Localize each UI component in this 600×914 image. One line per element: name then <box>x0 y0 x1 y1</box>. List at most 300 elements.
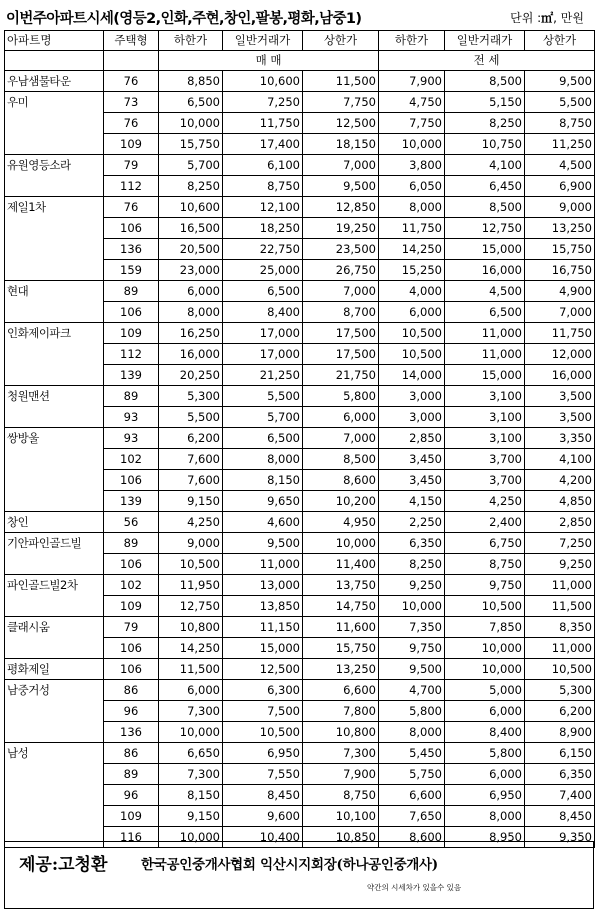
jeonse-mid-cell: 3,100 <box>445 386 525 407</box>
unit-type-cell: 96 <box>104 785 159 806</box>
jeonse-low-cell: 3,450 <box>379 449 445 470</box>
table-row <box>5 323 595 344</box>
header-bar <box>4 4 594 28</box>
sale-mid-cell: 9,500 <box>223 533 303 554</box>
jeonse-high-cell: 15,750 <box>525 239 595 260</box>
table-row <box>5 218 595 239</box>
jeonse-low-cell: 11,750 <box>379 218 445 239</box>
sale-high-cell: 23,500 <box>303 239 379 260</box>
sale-low-cell: 4,250 <box>159 512 223 533</box>
jeonse-high-cell: 8,750 <box>525 113 595 134</box>
unit-type-cell: 102 <box>104 449 159 470</box>
apartment-name-cell <box>5 407 104 428</box>
jeonse-low-cell: 10,500 <box>379 323 445 344</box>
sale-mid-cell: 18,250 <box>223 218 303 239</box>
unit-type-cell: 112 <box>104 176 159 197</box>
jeonse-mid-cell: 11,000 <box>445 323 525 344</box>
jeonse-low-cell: 6,600 <box>379 785 445 806</box>
jeonse-mid-cell: 8,500 <box>445 71 525 92</box>
table-row <box>5 554 595 575</box>
sale-mid-cell: 21,250 <box>223 365 303 386</box>
jeonse-high-cell: 6,900 <box>525 176 595 197</box>
table-row <box>5 428 595 449</box>
jeonse-high-cell: 11,000 <box>525 575 595 596</box>
sale-low-cell: 10,500 <box>159 554 223 575</box>
jeonse-mid-cell: 6,000 <box>445 701 525 722</box>
table-row <box>5 197 595 218</box>
header-type: 주택형 <box>104 31 159 51</box>
jeonse-high-cell: 7,000 <box>525 302 595 323</box>
jeonse-mid-cell: 10,500 <box>445 596 525 617</box>
unit-type-cell: 106 <box>104 470 159 491</box>
apartment-name-cell <box>5 701 104 722</box>
sale-high-cell: 17,500 <box>303 323 379 344</box>
sale-low-cell: 20,250 <box>159 365 223 386</box>
unit-type-cell: 116 <box>104 827 159 848</box>
jeonse-high-cell: 3,500 <box>525 407 595 428</box>
sale-high-cell: 6,600 <box>303 680 379 701</box>
sale-high-cell: 7,900 <box>303 764 379 785</box>
jeonse-low-cell: 3,000 <box>379 386 445 407</box>
apartment-name-cell <box>5 806 104 827</box>
apartment-name-cell <box>5 302 104 323</box>
sale-high-cell: 13,750 <box>303 575 379 596</box>
jeonse-low-cell: 3,450 <box>379 470 445 491</box>
sale-mid-cell: 11,150 <box>223 617 303 638</box>
jeonse-low-cell: 6,000 <box>379 302 445 323</box>
table-row <box>5 722 595 743</box>
jeonse-mid-cell: 10,000 <box>445 638 525 659</box>
sale-low-cell: 6,000 <box>159 680 223 701</box>
apartment-name-cell <box>5 554 104 575</box>
unit-type-cell: 93 <box>104 428 159 449</box>
footer <box>4 841 594 909</box>
unit-label <box>510 9 584 26</box>
jeonse-high-cell: 9,250 <box>525 554 595 575</box>
jeonse-low-cell: 5,450 <box>379 743 445 764</box>
sale-low-cell: 20,500 <box>159 239 223 260</box>
jeonse-high-cell: 13,250 <box>525 218 595 239</box>
jeonse-mid-cell: 15,000 <box>445 239 525 260</box>
apartment-name-cell: 파인골드빌2차 <box>5 575 104 596</box>
header-row <box>5 31 595 51</box>
unit-type-cell: 96 <box>104 701 159 722</box>
sale-low-cell: 7,300 <box>159 701 223 722</box>
jeonse-high-cell: 11,750 <box>525 323 595 344</box>
sale-high-cell: 6,000 <box>303 407 379 428</box>
table-row <box>5 281 595 302</box>
jeonse-high-cell: 16,750 <box>525 260 595 281</box>
sale-high-cell: 7,000 <box>303 428 379 449</box>
sale-high-cell: 7,000 <box>303 281 379 302</box>
unit-area: ㎡ <box>541 11 554 25</box>
jeonse-mid-cell: 2,400 <box>445 512 525 533</box>
jeonse-low-cell: 7,750 <box>379 113 445 134</box>
table-row <box>5 575 595 596</box>
jeonse-high-cell: 9,350 <box>525 827 595 848</box>
sale-high-cell: 19,250 <box>303 218 379 239</box>
sale-mid-cell: 15,000 <box>223 638 303 659</box>
sale-low-cell: 6,650 <box>159 743 223 764</box>
unit-type-cell: 93 <box>104 407 159 428</box>
sale-mid-cell: 11,750 <box>223 113 303 134</box>
jeonse-mid-cell: 8,750 <box>445 554 525 575</box>
group-jeonse-label: 전 세 <box>379 51 595 71</box>
unit-type-cell: 112 <box>104 344 159 365</box>
apartment-name-cell: 우미 <box>5 92 104 113</box>
sale-high-cell: 8,600 <box>303 470 379 491</box>
sale-mid-cell: 17,000 <box>223 344 303 365</box>
jeonse-high-cell: 9,500 <box>525 71 595 92</box>
jeonse-low-cell: 10,000 <box>379 596 445 617</box>
apartment-name-cell <box>5 113 104 134</box>
table-row <box>5 512 595 533</box>
sale-high-cell: 10,800 <box>303 722 379 743</box>
sale-low-cell: 10,000 <box>159 722 223 743</box>
unit-type-cell: 109 <box>104 806 159 827</box>
sale-mid-cell: 8,750 <box>223 176 303 197</box>
table-row <box>5 344 595 365</box>
unit-type-cell: 79 <box>104 155 159 176</box>
unit-type-cell: 106 <box>104 302 159 323</box>
jeonse-high-cell: 4,900 <box>525 281 595 302</box>
sale-mid-cell: 9,650 <box>223 491 303 512</box>
jeonse-high-cell: 7,400 <box>525 785 595 806</box>
sale-mid-cell: 4,600 <box>223 512 303 533</box>
sale-mid-cell: 7,500 <box>223 701 303 722</box>
sale-low-cell: 12,750 <box>159 596 223 617</box>
sale-low-cell: 10,000 <box>159 113 223 134</box>
sale-mid-cell: 6,950 <box>223 743 303 764</box>
table-row <box>5 638 595 659</box>
jeonse-high-cell: 3,350 <box>525 428 595 449</box>
table-row <box>5 701 595 722</box>
jeonse-low-cell: 6,050 <box>379 176 445 197</box>
unit-type-cell: 106 <box>104 659 159 680</box>
header-jeonse-high: 상한가 <box>525 31 595 51</box>
unit-type-cell: 79 <box>104 617 159 638</box>
jeonse-mid-cell: 15,000 <box>445 365 525 386</box>
sale-mid-cell: 8,400 <box>223 302 303 323</box>
apartment-name-cell <box>5 722 104 743</box>
sale-high-cell: 11,500 <box>303 71 379 92</box>
apartment-name-cell: 현대 <box>5 281 104 302</box>
jeonse-mid-cell: 6,450 <box>445 176 525 197</box>
sale-mid-cell: 12,500 <box>223 659 303 680</box>
jeonse-low-cell: 7,350 <box>379 617 445 638</box>
sale-low-cell: 8,850 <box>159 71 223 92</box>
jeonse-low-cell: 3,000 <box>379 407 445 428</box>
unit-type-cell: 73 <box>104 92 159 113</box>
jeonse-low-cell: 7,900 <box>379 71 445 92</box>
jeonse-high-cell: 12,000 <box>525 344 595 365</box>
sale-mid-cell: 6,500 <box>223 281 303 302</box>
table-row <box>5 407 595 428</box>
sale-low-cell: 15,750 <box>159 134 223 155</box>
jeonse-high-cell: 6,150 <box>525 743 595 764</box>
sale-mid-cell: 7,250 <box>223 92 303 113</box>
apartment-name-cell <box>5 344 104 365</box>
unit-type-cell: 89 <box>104 764 159 785</box>
sale-mid-cell: 6,100 <box>223 155 303 176</box>
apartment-name-cell <box>5 470 104 491</box>
apartment-name-cell <box>5 596 104 617</box>
unit-type-cell: 109 <box>104 596 159 617</box>
jeonse-mid-cell: 8,000 <box>445 806 525 827</box>
sale-high-cell: 14,750 <box>303 596 379 617</box>
apartment-name-cell <box>5 764 104 785</box>
jeonse-mid-cell: 5,150 <box>445 92 525 113</box>
sale-high-cell: 13,250 <box>303 659 379 680</box>
jeonse-low-cell: 5,800 <box>379 701 445 722</box>
sale-low-cell: 8,150 <box>159 785 223 806</box>
sale-mid-cell: 10,600 <box>223 71 303 92</box>
jeonse-high-cell: 10,500 <box>525 659 595 680</box>
sale-low-cell: 9,000 <box>159 533 223 554</box>
sale-low-cell: 8,250 <box>159 176 223 197</box>
sale-mid-cell: 8,450 <box>223 785 303 806</box>
sale-high-cell: 10,100 <box>303 806 379 827</box>
jeonse-high-cell: 3,500 <box>525 386 595 407</box>
sale-low-cell: 5,500 <box>159 407 223 428</box>
jeonse-low-cell: 7,650 <box>379 806 445 827</box>
jeonse-low-cell: 9,250 <box>379 575 445 596</box>
apartment-name-cell: 남성 <box>5 743 104 764</box>
sale-mid-cell: 13,850 <box>223 596 303 617</box>
sale-mid-cell: 11,000 <box>223 554 303 575</box>
apartment-name-cell: 인화제이파크 <box>5 323 104 344</box>
unit-type-cell: 106 <box>104 218 159 239</box>
jeonse-low-cell: 9,750 <box>379 638 445 659</box>
header-jeonse-mid: 일반거래가 <box>445 31 525 51</box>
apartment-name-cell <box>5 785 104 806</box>
sale-low-cell: 5,700 <box>159 155 223 176</box>
jeonse-low-cell: 4,700 <box>379 680 445 701</box>
unit-label-prefix: 단위 : <box>510 11 542 25</box>
sale-low-cell: 14,250 <box>159 638 223 659</box>
jeonse-low-cell: 8,250 <box>379 554 445 575</box>
jeonse-low-cell: 4,750 <box>379 92 445 113</box>
jeonse-mid-cell: 8,950 <box>445 827 525 848</box>
sale-low-cell: 9,150 <box>159 806 223 827</box>
sale-low-cell: 7,600 <box>159 470 223 491</box>
jeonse-high-cell: 6,200 <box>525 701 595 722</box>
unit-type-cell: 86 <box>104 680 159 701</box>
jeonse-mid-cell: 6,500 <box>445 302 525 323</box>
jeonse-low-cell: 5,750 <box>379 764 445 785</box>
sale-mid-cell: 8,000 <box>223 449 303 470</box>
sale-high-cell: 7,300 <box>303 743 379 764</box>
jeonse-mid-cell: 10,000 <box>445 659 525 680</box>
sale-high-cell: 5,800 <box>303 386 379 407</box>
table-row <box>5 785 595 806</box>
sale-mid-cell: 17,000 <box>223 323 303 344</box>
unit-money: , 만원 <box>553 11 584 25</box>
disclaimer-note: 약간의 시세차가 있을수 있음 <box>367 883 462 892</box>
sale-mid-cell: 13,000 <box>223 575 303 596</box>
jeonse-mid-cell: 6,750 <box>445 533 525 554</box>
jeonse-mid-cell: 11,000 <box>445 344 525 365</box>
header-sale-mid: 일반거래가 <box>223 31 303 51</box>
jeonse-low-cell: 14,250 <box>379 239 445 260</box>
jeonse-mid-cell: 16,000 <box>445 260 525 281</box>
group-blank-2 <box>104 51 159 71</box>
sale-mid-cell: 10,400 <box>223 827 303 848</box>
jeonse-mid-cell: 12,750 <box>445 218 525 239</box>
sale-low-cell: 16,250 <box>159 323 223 344</box>
apartment-name-cell: 우남샘물타운 <box>5 71 104 92</box>
jeonse-low-cell: 8,600 <box>379 827 445 848</box>
table-row <box>5 302 595 323</box>
jeonse-high-cell: 5,500 <box>525 92 595 113</box>
jeonse-high-cell: 5,300 <box>525 680 595 701</box>
unit-type-cell: 76 <box>104 113 159 134</box>
table-row <box>5 92 595 113</box>
table-row <box>5 386 595 407</box>
jeonse-high-cell: 8,450 <box>525 806 595 827</box>
jeonse-mid-cell: 9,750 <box>445 575 525 596</box>
sale-high-cell: 7,750 <box>303 92 379 113</box>
sale-low-cell: 23,000 <box>159 260 223 281</box>
jeonse-high-cell: 4,850 <box>525 491 595 512</box>
unit-type-cell: 109 <box>104 134 159 155</box>
sale-low-cell: 9,150 <box>159 491 223 512</box>
sale-high-cell: 10,000 <box>303 533 379 554</box>
table-row <box>5 470 595 491</box>
sale-high-cell: 11,600 <box>303 617 379 638</box>
apartment-name-cell: 쌍방울 <box>5 428 104 449</box>
unit-type-cell: 89 <box>104 386 159 407</box>
sale-high-cell: 21,750 <box>303 365 379 386</box>
table-row <box>5 449 595 470</box>
jeonse-mid-cell: 3,700 <box>445 449 525 470</box>
sale-low-cell: 10,600 <box>159 197 223 218</box>
header-name: 아파트명 <box>5 31 104 51</box>
jeonse-low-cell: 4,000 <box>379 281 445 302</box>
sale-high-cell: 11,400 <box>303 554 379 575</box>
jeonse-low-cell: 15,250 <box>379 260 445 281</box>
sale-high-cell: 4,950 <box>303 512 379 533</box>
sale-high-cell: 8,750 <box>303 785 379 806</box>
sale-low-cell: 5,300 <box>159 386 223 407</box>
table-row <box>5 743 595 764</box>
sale-high-cell: 7,000 <box>303 155 379 176</box>
group-blank <box>5 51 104 71</box>
sale-mid-cell: 6,300 <box>223 680 303 701</box>
unit-type-cell: 159 <box>104 260 159 281</box>
jeonse-mid-cell: 3,100 <box>445 428 525 449</box>
sale-low-cell: 16,000 <box>159 344 223 365</box>
sale-low-cell: 11,500 <box>159 659 223 680</box>
sale-mid-cell: 9,600 <box>223 806 303 827</box>
jeonse-low-cell: 10,500 <box>379 344 445 365</box>
jeonse-high-cell: 4,100 <box>525 449 595 470</box>
jeonse-high-cell: 8,900 <box>525 722 595 743</box>
jeonse-low-cell: 6,350 <box>379 533 445 554</box>
table-row <box>5 533 595 554</box>
association-label: 한국공인중개사협회 익산시지회장(하나공인중개사) <box>141 857 438 873</box>
unit-type-cell: 89 <box>104 281 159 302</box>
sale-low-cell: 11,950 <box>159 575 223 596</box>
sale-high-cell: 7,800 <box>303 701 379 722</box>
apartment-name-cell <box>5 638 104 659</box>
apartment-name-cell: 클래시움 <box>5 617 104 638</box>
sale-low-cell: 10,800 <box>159 617 223 638</box>
jeonse-high-cell: 9,000 <box>525 197 595 218</box>
sale-low-cell: 6,500 <box>159 92 223 113</box>
jeonse-mid-cell: 4,500 <box>445 281 525 302</box>
jeonse-mid-cell: 5,000 <box>445 680 525 701</box>
jeonse-low-cell: 9,500 <box>379 659 445 680</box>
sale-low-cell: 10,000 <box>159 827 223 848</box>
table-row <box>5 764 595 785</box>
jeonse-mid-cell: 6,950 <box>445 785 525 806</box>
group-row <box>5 51 595 71</box>
sale-mid-cell: 8,150 <box>223 470 303 491</box>
table-row <box>5 134 595 155</box>
table-row <box>5 680 595 701</box>
apartment-name-cell <box>5 134 104 155</box>
jeonse-mid-cell: 8,500 <box>445 197 525 218</box>
sale-high-cell: 8,500 <box>303 449 379 470</box>
sale-high-cell: 9,500 <box>303 176 379 197</box>
jeonse-low-cell: 4,150 <box>379 491 445 512</box>
apartment-name-cell <box>5 491 104 512</box>
apartment-name-cell: 남중거성 <box>5 680 104 701</box>
unit-type-cell: 76 <box>104 197 159 218</box>
jeonse-mid-cell: 5,800 <box>445 743 525 764</box>
table-row <box>5 113 595 134</box>
sale-high-cell: 8,700 <box>303 302 379 323</box>
apartment-name-cell: 유원영등소라 <box>5 155 104 176</box>
jeonse-mid-cell: 8,250 <box>445 113 525 134</box>
unit-type-cell: 102 <box>104 575 159 596</box>
apartment-name-cell: 제일1차 <box>5 197 104 218</box>
table-row <box>5 596 595 617</box>
sale-mid-cell: 22,750 <box>223 239 303 260</box>
sale-high-cell: 15,750 <box>303 638 379 659</box>
table-row <box>5 239 595 260</box>
table-row <box>5 176 595 197</box>
sale-low-cell: 16,500 <box>159 218 223 239</box>
jeonse-high-cell: 16,000 <box>525 365 595 386</box>
jeonse-mid-cell: 3,700 <box>445 470 525 491</box>
unit-type-cell: 86 <box>104 743 159 764</box>
unit-type-cell: 56 <box>104 512 159 533</box>
table-row <box>5 491 595 512</box>
apartment-name-cell <box>5 239 104 260</box>
sale-high-cell: 12,850 <box>303 197 379 218</box>
header-jeonse-low: 하한가 <box>379 31 445 51</box>
jeonse-low-cell: 2,250 <box>379 512 445 533</box>
apartment-name-cell: 평화제일 <box>5 659 104 680</box>
sale-high-cell: 26,750 <box>303 260 379 281</box>
jeonse-high-cell: 11,250 <box>525 134 595 155</box>
sale-high-cell: 12,500 <box>303 113 379 134</box>
jeonse-low-cell: 2,850 <box>379 428 445 449</box>
table-row <box>5 617 595 638</box>
sale-low-cell: 6,000 <box>159 281 223 302</box>
sale-low-cell: 7,300 <box>159 764 223 785</box>
jeonse-low-cell: 14,000 <box>379 365 445 386</box>
sale-low-cell: 6,200 <box>159 428 223 449</box>
jeonse-mid-cell: 4,250 <box>445 491 525 512</box>
jeonse-mid-cell: 7,850 <box>445 617 525 638</box>
jeonse-high-cell: 4,200 <box>525 470 595 491</box>
page-title: 이번주아파트시세(영등2,인화,주현,창인,팔봉,평화,남중1) <box>6 11 362 27</box>
sale-mid-cell: 25,000 <box>223 260 303 281</box>
sale-high-cell: 17,500 <box>303 344 379 365</box>
